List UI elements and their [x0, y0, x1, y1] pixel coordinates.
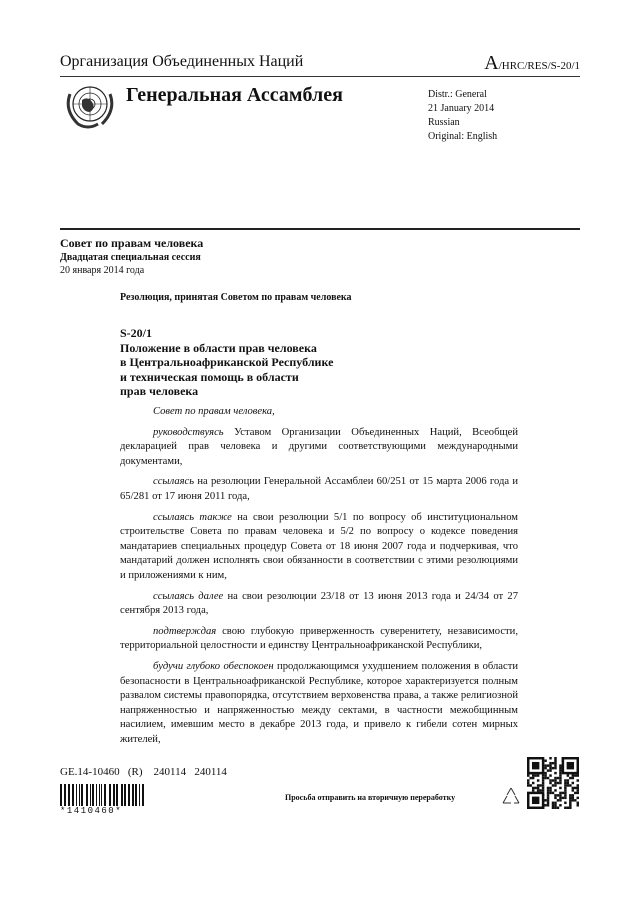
paragraph-text: на резолюции Генеральной Ассамблеи 60/251 от 15 марта 2006 года и 65/281 от 17 июня 2011 года,	[120, 476, 518, 502]
resolution-title	[120, 326, 333, 399]
title-line: прав человека	[120, 384, 199, 398]
preamble-paragraph	[120, 426, 518, 470]
barcode-icon	[60, 784, 146, 806]
organization-name: Организация Объединенных Наций	[60, 53, 304, 70]
adopted-line: Резолюция, принятая Советом по правам человека	[120, 292, 352, 303]
paragraph-lead: Совет по правам человека,	[153, 406, 275, 417]
council-name: Совет по правам человека	[60, 236, 204, 250]
paragraph-lead: будучи глубоко обеспокоен	[153, 660, 274, 672]
preamble-paragraph	[120, 660, 518, 748]
paragraph-text: на свои резолюции 23/18 от 13 июня 2013 года и 24/34 от 27 сентября 2013 года,	[120, 590, 518, 617]
paragraph-lead: руководствуясь	[153, 426, 224, 438]
paragraph-text: на свои резолюции 5/1 по вопросу об институциональном строительстве Совета по правам человека и 5/2 по вопросу о кодексе поведения мандатариев специальных процедур Совета от 18 июня 2007 года и подчеркивая, что мандатарий должен исполнять свои обязанности в соответствии с этими резолюциями и приложениями к ним,	[120, 511, 519, 581]
paragraph-text: Уставом Организации Объединенных Наций, Всеобщей декларацией прав человека и другими соответствующими международными документами,	[120, 426, 518, 467]
recycle-icon	[499, 785, 523, 809]
title-line: в Центральноафриканской Республике	[120, 355, 334, 369]
original-language: Original: English	[428, 131, 498, 142]
paragraph-lead: подтверждая	[153, 625, 217, 637]
session-date: 20 января 2014 года	[60, 265, 145, 276]
preamble-paragraph	[120, 590, 518, 619]
body-title: Генеральная Ассамблея	[126, 84, 343, 106]
header-rule	[60, 76, 580, 77]
paragraph-lead: ссылаясь далее	[153, 590, 224, 602]
paragraph-lead: ссылаясь также	[153, 511, 232, 523]
recycle-text: Просьба отправить на вторичную переработку	[285, 793, 456, 802]
qr-code-icon	[527, 757, 579, 809]
distr: Distr.: General	[428, 89, 487, 100]
preamble-paragraph	[120, 405, 518, 420]
resolution-body	[120, 405, 518, 753]
document-symbol	[484, 52, 580, 75]
barcode-number: *1410460*	[60, 806, 123, 816]
paragraph-text: продолжающимся ухудшением положения в области безопасности в Центральноафриканской Республике, которое характеризуется полным развалом системы правопорядка, отсутствием верховенства права, а также религиозной напряженностью и напряженностью между сектами, в частности межобщинным насилием, имевшим место в декабре 2013 года, и привело к гибели сотен мирных жителей,	[120, 660, 518, 745]
distribution-block	[428, 88, 497, 144]
paragraph-text: свою глубокую приверженность суверенитету, независимости, территориальной целостности и единству Центральноафриканской Республики,	[120, 625, 518, 652]
doc-date: 21 January 2014	[428, 103, 495, 114]
resolution-number: S-20/1	[120, 326, 153, 340]
preamble-paragraph	[120, 475, 518, 504]
language: Russian	[428, 117, 460, 128]
symbol-rest: /HRC/RES/S-20/1	[498, 60, 580, 72]
section-rule	[60, 228, 580, 230]
paragraph-lead: ссылаясь	[153, 476, 195, 488]
session-name: Двадцатая специальная сессия	[60, 252, 201, 263]
symbol-prefix: A	[484, 52, 499, 74]
preamble-paragraph	[120, 511, 518, 584]
title-line: и техническая помощь в области	[120, 369, 299, 384]
job-code: GE.14-10460 (R) 240114 240114	[60, 766, 227, 778]
title-line: Положение в области прав человека	[120, 340, 317, 355]
un-emblem-icon	[62, 80, 118, 132]
preamble-paragraph	[120, 625, 518, 654]
